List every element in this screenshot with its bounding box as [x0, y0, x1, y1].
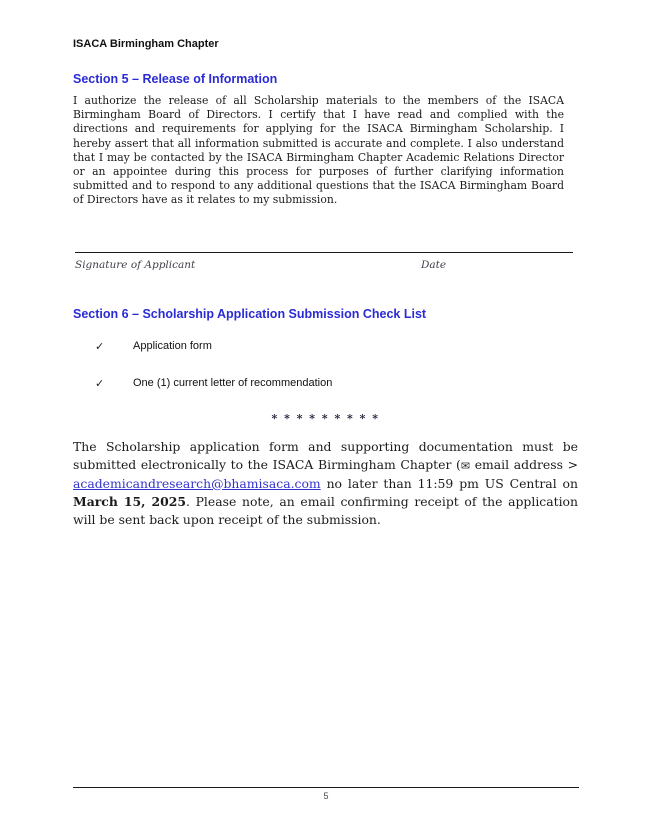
checklist-item-letter-of-recommendation: [73, 377, 578, 391]
date-label: Date: [421, 259, 447, 271]
checklist-item-label: One (1) current letter of recommendation: [133, 377, 333, 389]
signature-of-applicant-label: Signature of Applicant: [75, 259, 196, 271]
email-address-link[interactable]: academicandresearch@bhamisaca.com: [73, 475, 321, 491]
checkmark-icon: ✓: [95, 378, 105, 390]
section5-title: Section 5 – Release of Information: [73, 72, 278, 86]
release-of-information-paragraph: I authorize the release of all Scholarship materials to the members of the ISACA Birmingham Board of Directors. I certify that I have read and complied with the directions and requirements for applying for the ISACA Birmingham Scholarship. I hereby assert that all information submitted is accurate and complete. I also understand that I may be contacted by the ISACA Birmingham Chapter Academic Relations Director or an appointee during this process for purposes of further clarifying information submitted and to respond to any additional questions that the ISACA Birmingham Board of Directors have as it relates to my submission.: [73, 94, 564, 207]
submission-deadline: March 15, 2025: [73, 493, 186, 509]
signature-line: [75, 252, 573, 253]
submission-text-middle: no later than 11:59 pm US Central on: [320, 475, 578, 491]
footer-rule: [73, 787, 579, 788]
document-header: ISACA Birmingham Chapter: [73, 38, 219, 50]
asterisk-divider: * * * * * * * * *: [271, 412, 380, 425]
submission-text-after-icon: email address >: [470, 457, 578, 473]
section6-title: Section 6 – Scholarship Application Submission Check List: [73, 307, 427, 321]
checklist-item-application-form: [73, 340, 578, 354]
submission-text-lead: The Scholarship application form and supporting documentation must be submitted electronically to the ISACA Birmingham Chapter (: [73, 439, 578, 473]
email-envelope-icon: ✉: [460, 459, 471, 473]
checkmark-icon: ✓: [95, 341, 105, 353]
submission-instructions-paragraph: [73, 438, 578, 529]
checklist-item-label: Application form: [133, 340, 212, 352]
page-number: 5: [323, 791, 329, 801]
submission-text-tail: . Please note, an email confirming receipt of the application will be sent back upon receipt of the submission.: [73, 493, 578, 528]
